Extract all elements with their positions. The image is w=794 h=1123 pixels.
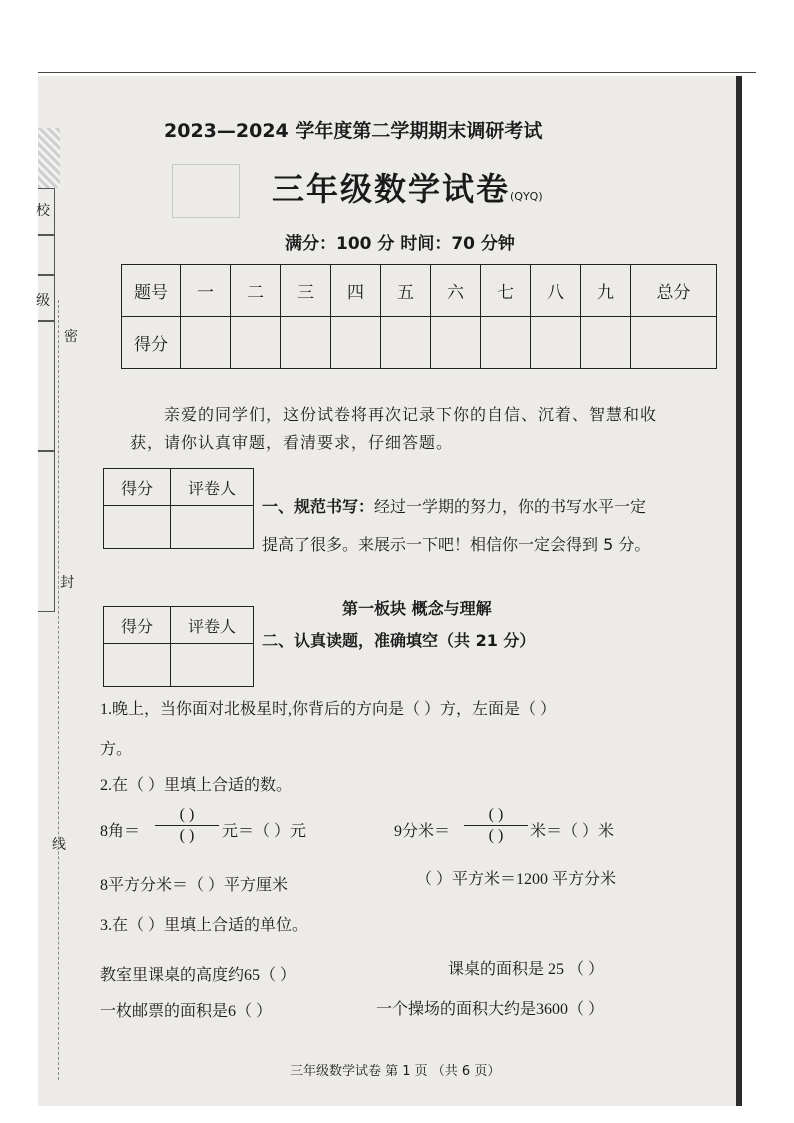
fraction-numerator: ( )	[488, 806, 504, 823]
score-table-col: 四	[331, 265, 381, 317]
section-1-title: 一、规范书写：	[262, 497, 375, 516]
intro-line-2: 获，请你认真审题，看清要求，仔细答题。	[130, 433, 454, 452]
fraction-denominator: ( )	[179, 827, 195, 844]
grader-name-label: 评卷人	[171, 469, 254, 506]
grader-score-label: 得分	[104, 607, 171, 644]
question-2b-suffix: 米＝（ ）米	[530, 823, 615, 840]
grader-name-label: 评卷人	[171, 607, 254, 644]
score-table-score-label: 得分	[122, 317, 181, 369]
score-cell[interactable]	[481, 317, 531, 369]
fraction-denominator: ( )	[488, 827, 504, 844]
grader-score-label: 得分	[104, 469, 171, 506]
score-table-col: 七	[481, 265, 531, 317]
score-table-col: 三	[281, 265, 331, 317]
fraction-numerator: ( )	[179, 806, 195, 823]
score-table-col: 五	[381, 265, 431, 317]
score-table-col: 六	[431, 265, 481, 317]
section-1-text-2: 提高了很多。来展示一下吧！相信你一定会得到 5 分。	[262, 535, 651, 554]
binding-box	[38, 320, 55, 452]
binding-box	[38, 450, 55, 612]
binding-label-class: 级	[36, 293, 50, 309]
score-table-col: 一	[181, 265, 231, 317]
score-table-col: 九	[581, 265, 631, 317]
question-2: 2.在（ ）里填上合适的数。	[100, 777, 293, 794]
fraction-bar	[464, 825, 528, 826]
grader-name-cell[interactable]	[171, 506, 254, 549]
question-3d: 一个操场的面积大约是3600（ ）	[376, 1001, 605, 1018]
grader-box-1	[103, 468, 254, 549]
score-cell[interactable]	[581, 317, 631, 369]
score-cell[interactable]	[181, 317, 231, 369]
main-title-text: 三年级数学试卷	[272, 170, 511, 208]
score-cell[interactable]	[331, 317, 381, 369]
question-2b-fraction	[464, 806, 528, 845]
question-2a-fraction	[155, 806, 219, 845]
question-2a-suffix: 元＝（ ）元	[222, 823, 307, 840]
binding-dashed-line	[58, 300, 59, 1080]
question-3c: 一枚邮票的面积是6（ ）	[100, 1003, 273, 1020]
main-title	[272, 164, 543, 210]
grader-box-2	[103, 606, 254, 687]
score-time-line: 满分：100 分 时间：70 分钟	[285, 234, 515, 254]
faded-stamp	[172, 164, 240, 218]
score-table-col-total: 总分	[631, 265, 717, 317]
score-cell[interactable]	[231, 317, 281, 369]
score-cell[interactable]	[381, 317, 431, 369]
fraction-bar	[155, 825, 219, 826]
grader-score-cell[interactable]	[104, 644, 171, 687]
binding-label-feng: 封	[60, 575, 74, 591]
score-cell[interactable]	[281, 317, 331, 369]
question-3: 3.在（ ）里填上合适的单位。	[100, 917, 309, 934]
intro-line-1: 亲爱的同学们，这份试卷将再次记录下你的自信、沉着、智慧和收	[164, 405, 658, 424]
score-table-col: 二	[231, 265, 281, 317]
score-cell[interactable]	[431, 317, 481, 369]
binding-box	[38, 234, 55, 276]
exam-title: 2023—2024 学年度第二学期期末调研考试	[164, 120, 543, 142]
paper-edge-shadow	[736, 76, 742, 1106]
question-2d: （ ）平方米＝1200 平方分米	[416, 871, 617, 888]
score-cell-total[interactable]	[631, 317, 717, 369]
binding-label-mi: 密	[64, 329, 78, 345]
score-table-col: 八	[531, 265, 581, 317]
grader-name-cell[interactable]	[171, 644, 254, 687]
section-2-title: 二、认真读题，准确填空（共 21 分）	[262, 631, 536, 650]
section-1-line-1	[262, 494, 646, 517]
binding-pattern	[38, 128, 60, 188]
paper-code: (QYQ)	[510, 190, 543, 203]
score-cell[interactable]	[531, 317, 581, 369]
question-2b-prefix: 9分米＝	[394, 823, 451, 840]
score-table-header-label: 题号	[122, 265, 181, 317]
block-title: 第一板块 概念与理解	[342, 599, 492, 618]
question-1-line-2: 方。	[100, 741, 133, 758]
question-1-line-1: 1.晚上，当你面对北极星时,你背后的方向是（ ）方，左面是（ ）	[100, 701, 557, 718]
page-footer: 三年级数学试卷 第 1 页 （共 6 页）	[290, 1064, 501, 1079]
question-3a: 教室里课桌的高度约65（ ）	[100, 967, 297, 984]
binding-label-school: 校	[36, 203, 50, 219]
binding-label-xian: 线	[52, 837, 66, 853]
grader-score-cell[interactable]	[104, 506, 171, 549]
question-3b: 课桌的面积是 25 （ ）	[448, 961, 605, 978]
section-1-text-1: 经过一学期的努力，你的书写水平一定	[374, 497, 647, 516]
question-2a-prefix: 8角＝	[100, 823, 141, 840]
top-rule	[38, 72, 756, 73]
score-table	[121, 264, 717, 369]
question-2c: 8平方分米＝（ ）平方厘米	[100, 877, 289, 894]
